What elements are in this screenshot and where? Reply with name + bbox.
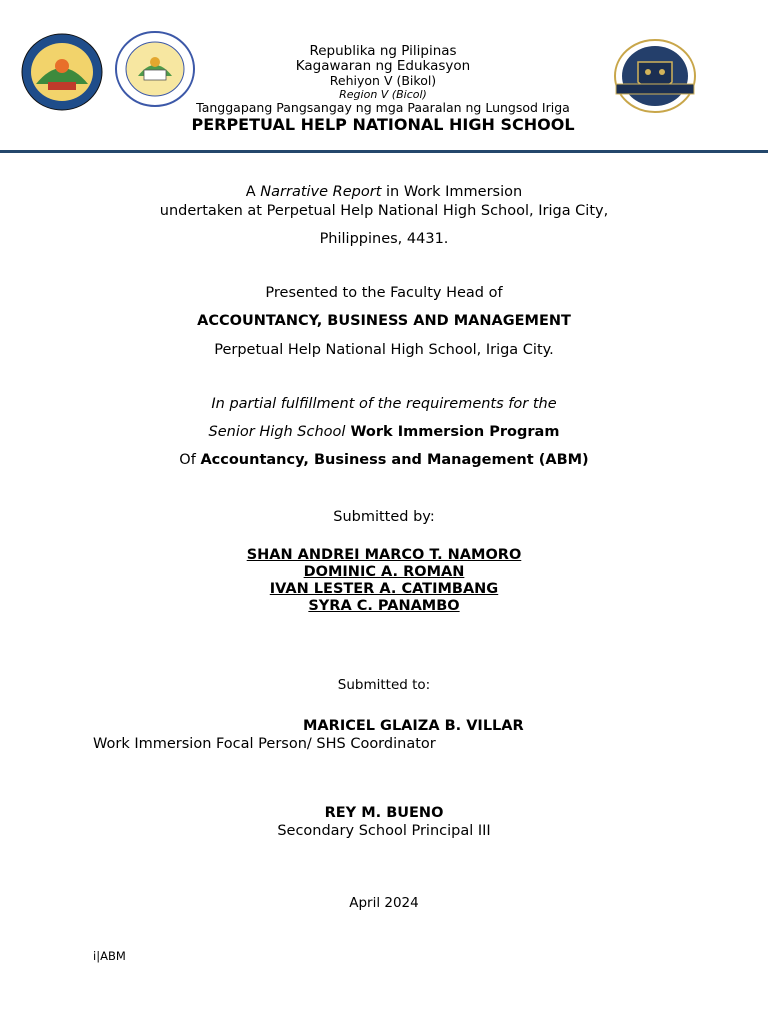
fulfillment-line3 (0, 452, 768, 468)
footer-separator: | (96, 949, 101, 963)
fulfillment-abm: Accountancy, Business and Management (ABM) (200, 452, 589, 468)
header-division-office: Tanggapang Pangsangay ng mga Paaralan ng Lungsod Iriga (196, 100, 570, 115)
iriga-city-division-logo (20, 32, 104, 112)
submitter-name: IVAN LESTER A. CATIMBANG (269, 581, 499, 597)
coordinator-name: MARICEL GLAIZA B. VILLAR (303, 718, 524, 734)
presented-school: Perpetual Help National High School, Iriga City. (214, 342, 554, 358)
coordinator-title: Work Immersion Focal Person/ SHS Coordinator (93, 736, 436, 752)
intro-line3: Philippines, 4431. (319, 231, 449, 247)
fulfillment-shs: Senior High School (208, 424, 346, 440)
submitted-by-label: Submitted by: (333, 509, 435, 525)
intro-narrative: Narrative Report (260, 184, 382, 200)
submitter-name: DOMINIC A. ROMAN (303, 564, 465, 580)
fulfillment-line2 (0, 424, 768, 440)
submitter-name: SHAN ANDREI MARCO T. NAMORO (246, 547, 522, 563)
intro-in-wi: in Work Immersion (381, 184, 523, 200)
intro-a: A (245, 184, 261, 200)
presented-strand: ACCOUNTANCY, BUSINESS AND MANAGEMENT (197, 313, 571, 329)
header-divider (0, 150, 768, 153)
fulfillment-of: Of (179, 452, 201, 468)
footer-label: ABM (100, 949, 126, 963)
submitter-name: SYRA C. PANAMBO (308, 598, 460, 614)
presented-line: Presented to the Faculty Head of (265, 285, 503, 301)
header-region-english: Region V (Bicol) (339, 88, 427, 101)
intro-line2: undertaken at Perpetual Help National High School, Iriga City, (159, 203, 609, 219)
principal-name: REY M. BUENO (324, 805, 444, 821)
footer-page-number: i (93, 949, 97, 963)
header-school-name: PERPETUAL HELP NATIONAL HIGH SCHOOL (191, 115, 575, 134)
intro-line1 (0, 184, 768, 200)
report-date: April 2024 (349, 895, 419, 911)
submitted-to-label: Submitted to: (337, 677, 431, 693)
header-region-filipino: Rehiyon V (Bikol) (329, 73, 437, 88)
header-department: Kagawaran ng Edukasyon (295, 58, 471, 74)
header-republic: Republika ng Pilipinas (309, 43, 457, 59)
fulfillment-program: Work Immersion Program (345, 424, 560, 440)
fulfillment-line1: In partial fulfillment of the requirements for the (211, 396, 557, 412)
principal-title: Secondary School Principal III (277, 823, 491, 839)
page-footer (93, 949, 126, 963)
